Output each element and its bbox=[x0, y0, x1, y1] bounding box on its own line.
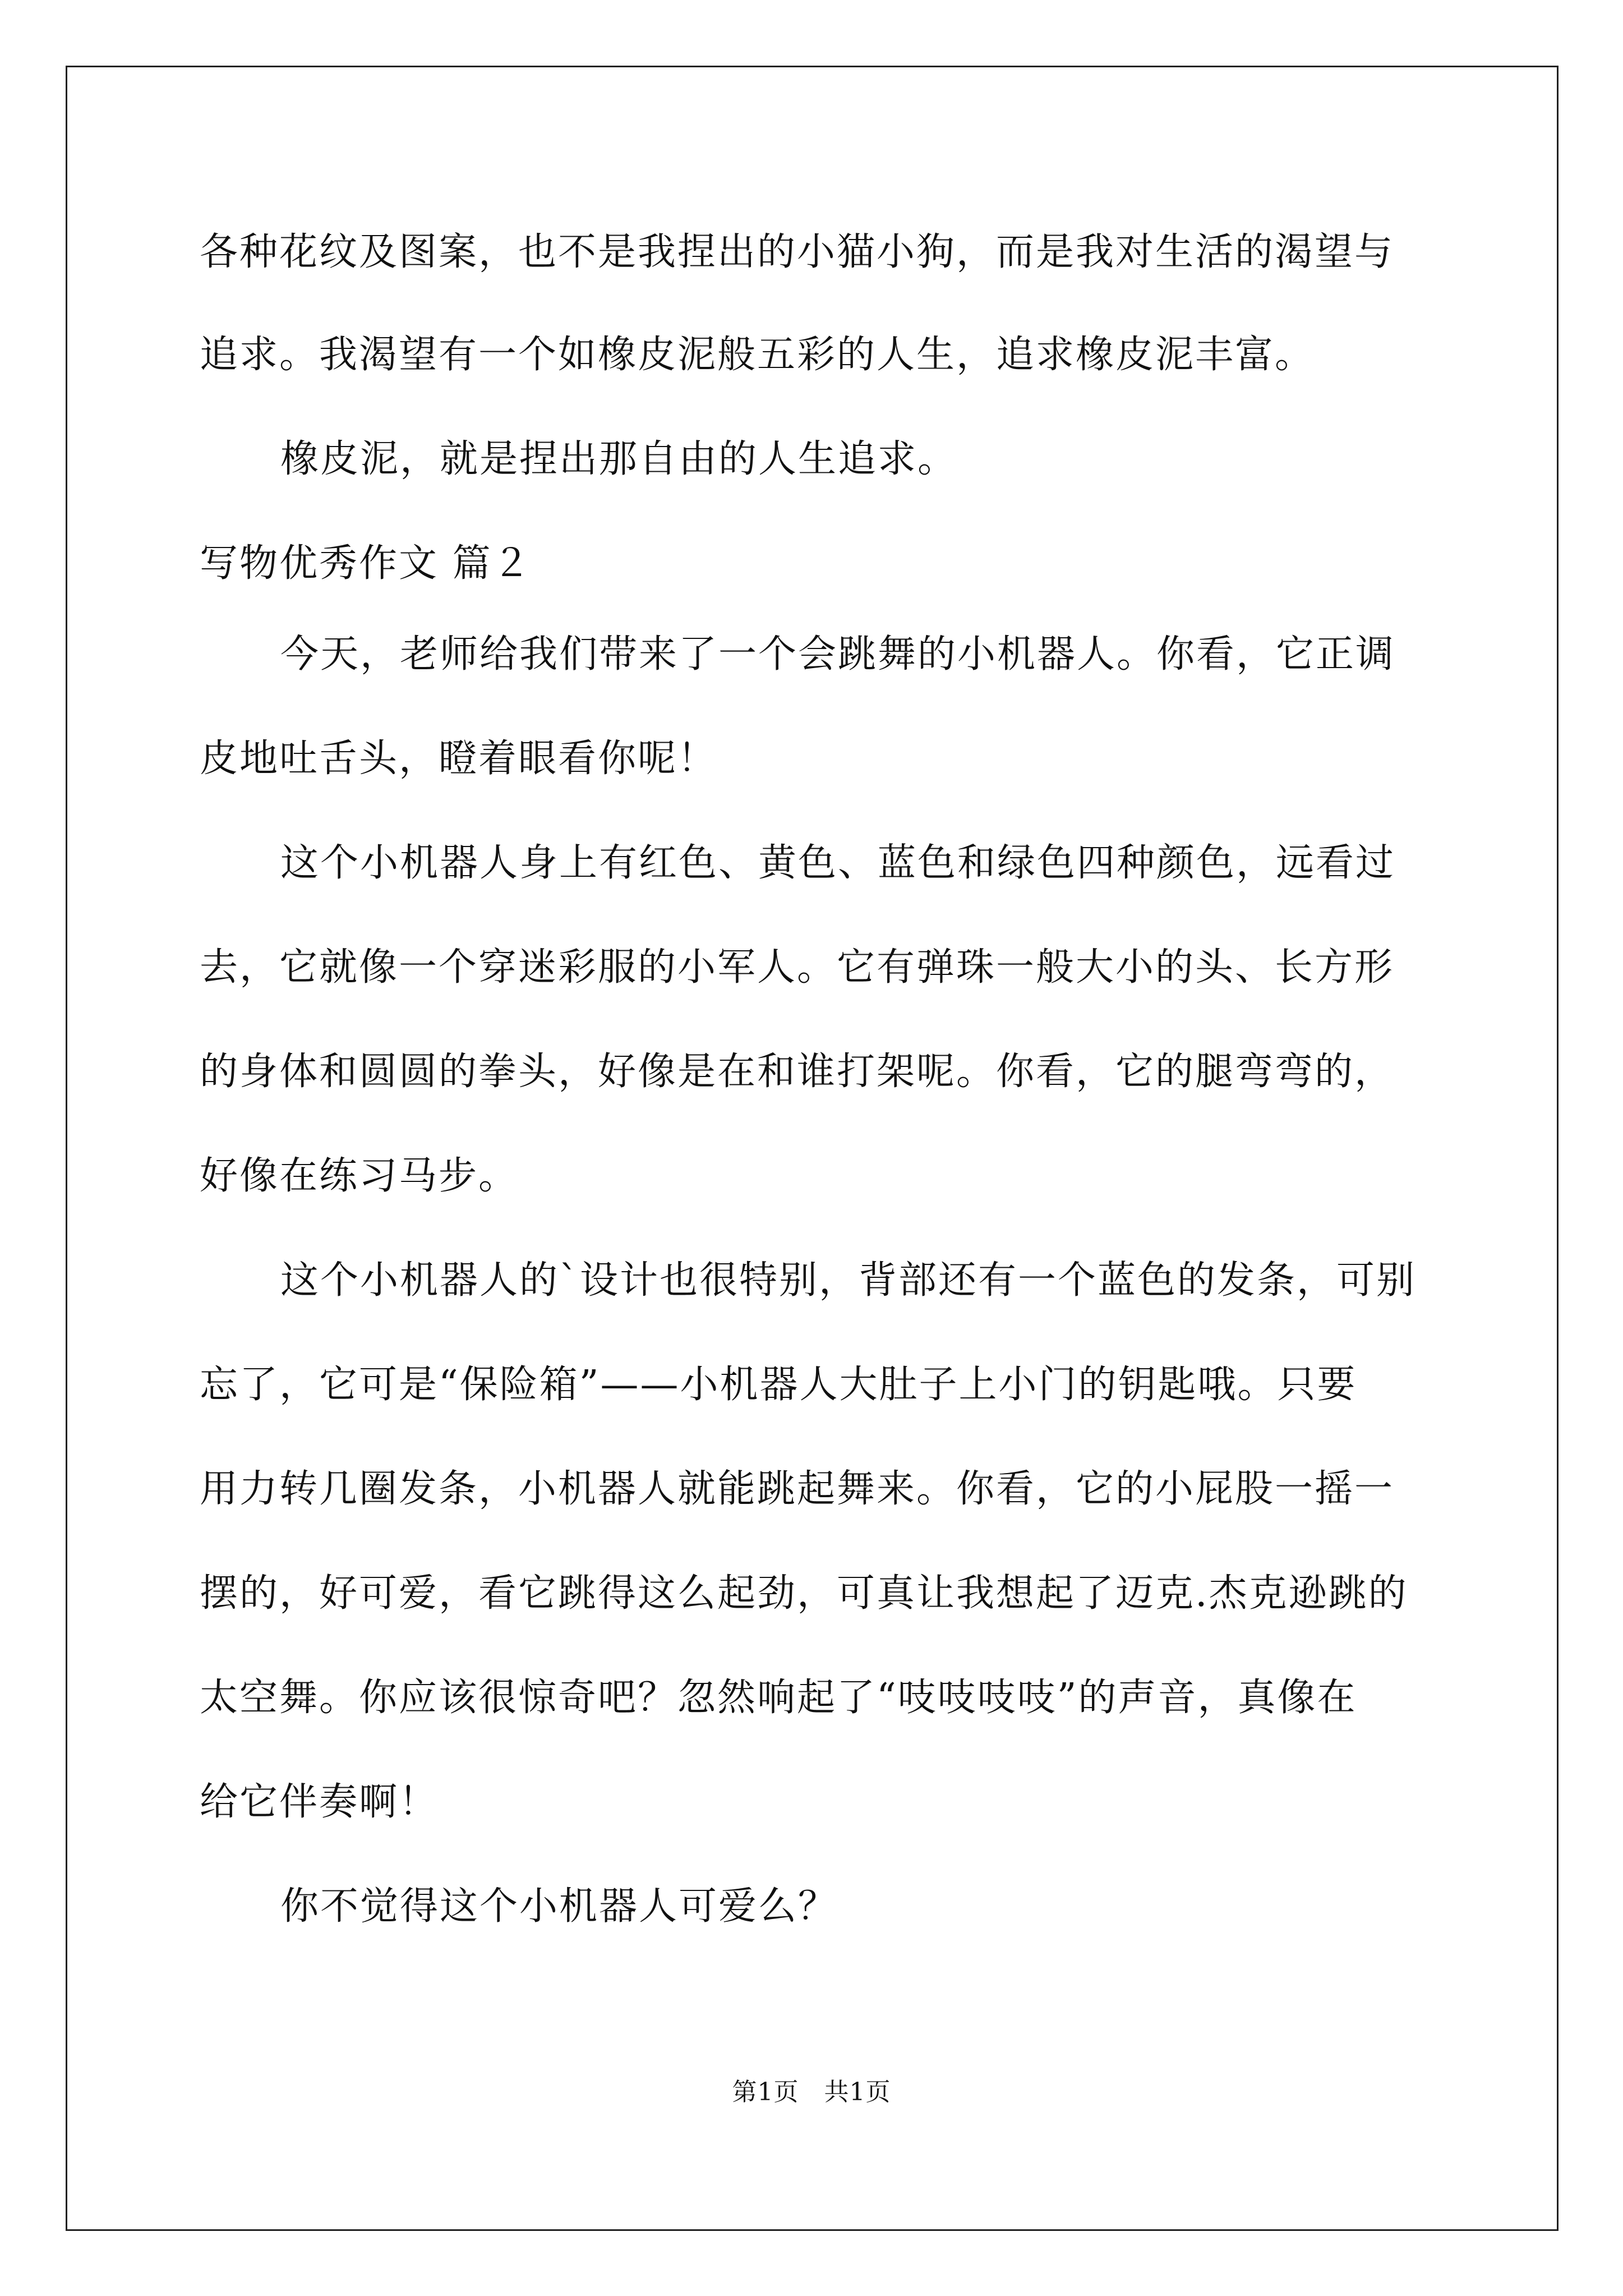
paragraph-line: 给它伴奏啊！ bbox=[200, 1780, 439, 1824]
paragraph-line: 用力转几圈发条，小机器人就能跳起舞来。你看，它的小屁股一摇一 bbox=[200, 1467, 1395, 1511]
paragraph-line: 这个小机器人的`设计也很特别，背部还有一个蓝色的发条，可别 bbox=[280, 1258, 1417, 1303]
paragraph-line: 太空舞。你应该很惊奇吧？忽然响起了“吱吱吱吱”的声音，真像在 bbox=[200, 1676, 1357, 1720]
paragraph-line: 的身体和圆圆的拳头，好像是在和谁打架呢。你看，它的腿弯弯的， bbox=[200, 1050, 1395, 1094]
paragraph-line: 你不觉得这个小机器人可爱么？ bbox=[280, 1884, 838, 1929]
paragraph-line: 去，它就像一个穿迷彩服的小军人。它有弹珠一般大小的头、长方形 bbox=[200, 945, 1395, 990]
document-body bbox=[200, 210, 1422, 1969]
paragraph-line: 各种花纹及图案，也不是我捏出的小猫小狗，而是我对生活的渴望与 bbox=[200, 230, 1395, 274]
paragraph-line: 好像在练习马步。 bbox=[200, 1154, 519, 1198]
paragraph-line: 忘了，它可是“保险箱”——小机器人大肚子上小门的钥匙哦。只要 bbox=[200, 1363, 1357, 1407]
section-heading: 写物优秀作文 篇２ bbox=[200, 541, 532, 586]
paragraph-line: 橡皮泥，就是捏出那自由的人生追求。 bbox=[280, 437, 958, 481]
paragraph-line: 今天，老师给我们带来了一个会跳舞的小机器人。你看，它正调 bbox=[280, 632, 1396, 677]
paragraph-line: 追求。我渴望有一个如橡皮泥般五彩的人生，追求橡皮泥丰富。 bbox=[200, 333, 1315, 377]
paragraph-line: 这个小机器人身上有红色、黄色、蓝色和绿色四种颜色，远看过 bbox=[280, 841, 1396, 885]
page-footer: 第1页 共1页 bbox=[732, 2078, 891, 2106]
paragraph-line: 皮地吐舌头，瞪着眼看你呢！ bbox=[200, 737, 718, 781]
paragraph-line: 摆的，好可爱，看它跳得这么起劲，可真让我想起了迈克.杰克逊跳的 bbox=[200, 1571, 1408, 1616]
